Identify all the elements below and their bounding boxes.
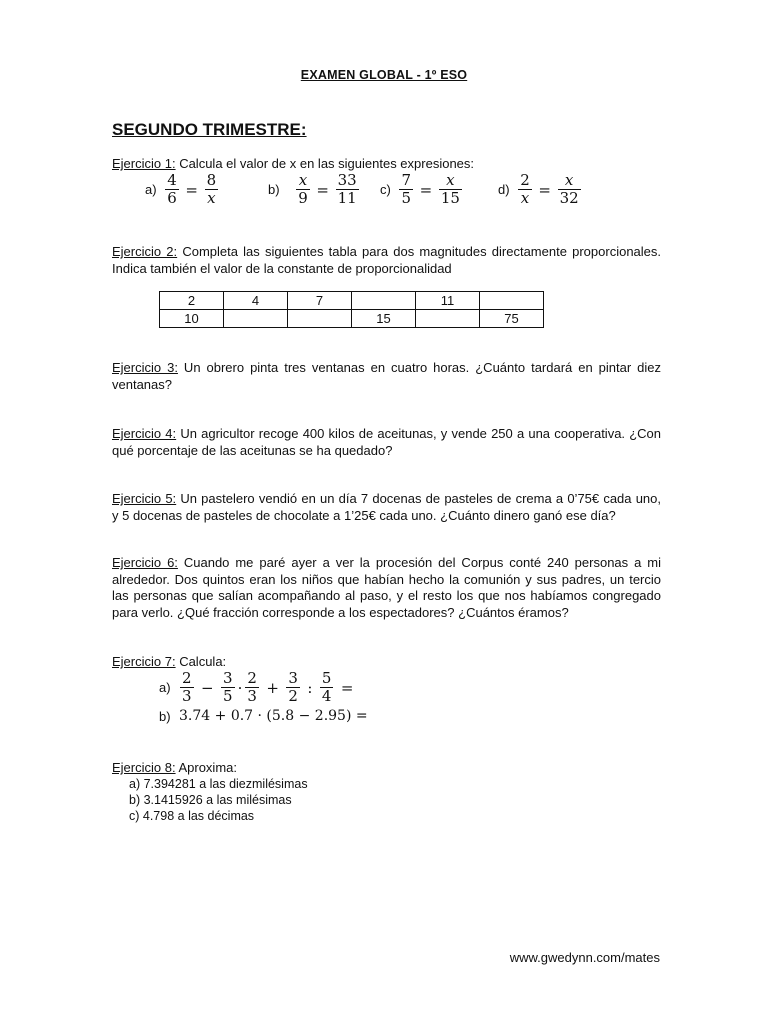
exercise-2-label: Ejercicio 2: bbox=[112, 244, 178, 259]
table-cell bbox=[224, 310, 288, 328]
exercise-6-text: Cuando me paré ayer a ver la procesión del Corpus conté 240 personas a mi alrededor. Dos quintos eran los niños que habían hecho la comunión y sus padres, un tercio las personas que salían acompañando al paso, y el resto los que nos habíamos congregado para verlo. ¿Qué fracción corresponde a los espectadores? ¿Cuántos éramos? bbox=[112, 555, 662, 620]
item-letter: b) bbox=[268, 182, 280, 197]
fraction: $\frac{2}{x}$ bbox=[520, 171, 530, 207]
exercise-3-label: Ejercicio 3: bbox=[112, 360, 178, 375]
exercise-5-label: Ejercicio 5: bbox=[112, 491, 177, 506]
exercise-1-item-a bbox=[145, 172, 219, 212]
fraction: $\frac{x}{15}$ bbox=[440, 171, 460, 207]
exercise-7-item-a bbox=[159, 670, 356, 705]
table-cell bbox=[288, 310, 352, 328]
minus-sign: − bbox=[201, 678, 214, 697]
table-cell bbox=[480, 292, 544, 310]
table-row bbox=[160, 310, 544, 328]
table-row bbox=[160, 292, 544, 310]
exercise-2-text: Completa las siguientes tabla para dos magnitudes directamente proporcionales. Indica también el valor de la constante de proporcionalidad bbox=[112, 244, 662, 276]
exercise-6-statement bbox=[112, 555, 661, 621]
item-letter: d) bbox=[498, 182, 510, 197]
fraction: $\frac{2}{3}$ bbox=[247, 669, 257, 705]
fraction: $\frac{3}{5}$ bbox=[223, 669, 233, 705]
exercise-7-text: Calcula: bbox=[175, 654, 227, 669]
item-letter: a) bbox=[145, 182, 157, 197]
fraction: $\frac{3}{2}$ bbox=[288, 669, 298, 705]
equals-sign: = bbox=[419, 180, 433, 199]
list-item: b) 3.1415926 a las milésimas bbox=[129, 793, 292, 807]
plus-sign: + bbox=[266, 678, 279, 697]
exercise-3-text: Un obrero pinta tres ventanas en cuatro horas. ¿Cuánto tardará en pintar diez ventanas? bbox=[112, 360, 662, 392]
footer-url: www.gwedynn.com/mates bbox=[509, 950, 660, 965]
item-letter: c) bbox=[380, 182, 391, 197]
exercise-4-label: Ejercicio 4: bbox=[112, 426, 177, 441]
exercise-8-list bbox=[129, 776, 308, 824]
table-cell bbox=[416, 310, 480, 328]
table-cell: 75 bbox=[480, 310, 544, 328]
table-cell: 11 bbox=[416, 292, 480, 310]
exercise-5-statement bbox=[112, 491, 661, 524]
fraction: $\frac{5}{4}$ bbox=[321, 669, 332, 705]
equals-sign: = bbox=[340, 678, 354, 697]
exercise-1-item-b bbox=[268, 172, 360, 212]
exercise-7-statement bbox=[112, 654, 661, 671]
equals-sign: = bbox=[316, 180, 329, 199]
exercise-2-statement bbox=[112, 244, 661, 277]
section-title: SEGUNDO TRIMESTRE: bbox=[112, 120, 307, 139]
exercise-1-label: Ejercicio 1: bbox=[112, 156, 176, 171]
proportionality-table bbox=[159, 291, 544, 328]
exercise-3-statement bbox=[112, 360, 661, 393]
exercise-1-text: Calcula el valor de x en las siguientes expresiones: bbox=[175, 156, 475, 171]
dot-operator: · bbox=[237, 678, 243, 697]
exercise-1-item-d bbox=[498, 172, 582, 212]
table-cell: 10 bbox=[160, 310, 224, 328]
exercise-8-label: Ejercicio 8: bbox=[112, 760, 176, 775]
fraction: $\frac{4}{6}$ bbox=[167, 171, 177, 207]
exercise-5-text: Un pastelero vendió en un día 7 docenas de pasteles de crema a 0’75€ cada uno, y 5 docenas de pasteles de chocolate a 1’25€ cada uno. ¿Cuánto dinero ganó ese día? bbox=[112, 491, 662, 523]
exercise-4-statement bbox=[112, 426, 661, 459]
fraction: $\frac{7}{5}$ bbox=[401, 171, 412, 207]
division-sign: : bbox=[307, 678, 313, 697]
table-cell: 15 bbox=[352, 310, 416, 328]
math-expression: 3.74 + 0.7 · (5.8 − 2.95) = bbox=[179, 708, 368, 724]
list-item: a) 7.394281 a las diezmilésimas bbox=[129, 777, 308, 791]
exercise-8-text: Aproxima: bbox=[175, 760, 237, 775]
exam-title: EXAMEN GLOBAL - 1º ESO bbox=[300, 68, 468, 82]
table-cell: 7 bbox=[288, 292, 352, 310]
fraction: $\frac{x}{32}$ bbox=[559, 171, 579, 207]
exercise-6-label: Ejercicio 6: bbox=[112, 555, 178, 570]
equals-sign: = bbox=[185, 180, 198, 199]
item-letter: a) bbox=[159, 680, 171, 695]
exercise-1-statement bbox=[112, 156, 661, 173]
exercise-7-label: Ejercicio 7: bbox=[112, 654, 176, 669]
exercise-4-text: Un agricultor recoge 400 kilos de aceitunas, y vende 250 a una cooperativa. ¿Con qué porcentaje de las aceitunas se ha quedado? bbox=[112, 426, 662, 458]
equals-sign: = bbox=[538, 180, 551, 199]
table-cell: 4 bbox=[224, 292, 288, 310]
list-item: c) 4.798 a las décimas bbox=[129, 809, 255, 823]
item-letter: b) bbox=[159, 708, 171, 724]
table-cell: 2 bbox=[160, 292, 224, 310]
fraction: $\frac{8}{x}$ bbox=[206, 171, 217, 207]
table-cell bbox=[352, 292, 416, 310]
exercise-8-statement bbox=[112, 760, 661, 777]
fraction: $\frac{x}{9}$ bbox=[298, 171, 308, 207]
exercise-1-item-c bbox=[380, 172, 463, 212]
fraction: $\frac{2}{3}$ bbox=[182, 669, 192, 705]
fraction: $\frac{33}{11}$ bbox=[337, 171, 357, 207]
exercise-7-item-b bbox=[159, 708, 368, 724]
